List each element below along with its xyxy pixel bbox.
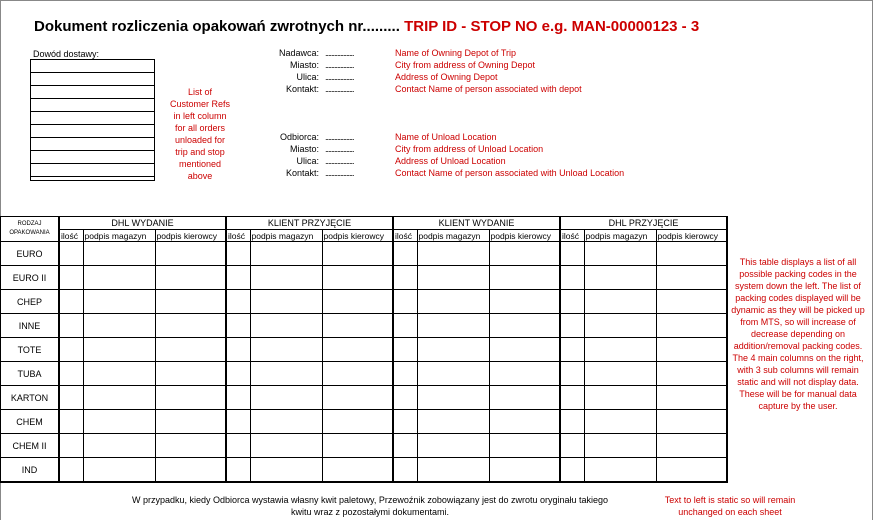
entry-cell[interactable] [584,290,656,314]
entry-cell[interactable] [155,266,226,290]
packaging-code: CHEM II [1,434,60,458]
entry-cell[interactable] [393,434,417,458]
entry-cell[interactable] [417,338,489,362]
entry-cell[interactable] [83,434,155,458]
entry-cell[interactable] [250,338,322,362]
static-note-line-2: unchanged on each sheet [678,507,782,517]
sub-header: podpis kierowcy [155,230,226,242]
proof-row[interactable] [31,151,154,164]
footer-line-1: W przypadku, kiedy Odbiorca wystawia własny kwit paletowy, Przewoźnik zobowiązany jest do zwrotu oryginału takiego [131,495,609,505]
entry-cell[interactable] [226,242,250,266]
proof-row[interactable] [31,112,154,125]
entry-cell[interactable] [322,314,393,338]
packaging-code: INNE [1,314,60,338]
entry-cell[interactable] [83,362,155,386]
entry-cell[interactable] [226,434,250,458]
entry-cell[interactable] [226,458,250,483]
entry-cell[interactable] [489,458,560,483]
entry-cell[interactable] [393,410,417,434]
entry-cell[interactable] [656,242,727,266]
customer-refs-note-line: for all orders [174,123,226,133]
entry-cell[interactable] [656,266,727,290]
footer-line-2: kwitu wraz z pozostałymi dokumentami. [290,507,450,517]
table-row [1,410,728,434]
receiver-label: Miasto: [289,144,319,154]
entry-cell[interactable] [417,290,489,314]
sub-header: podpis kierowcy [322,230,393,242]
entry-cell[interactable] [489,314,560,338]
entry-cell[interactable] [250,290,322,314]
sender-value: Address of Owning Depot [395,72,498,82]
receiver-dotted-line [325,168,385,178]
group-header: KLIENT PRZYJĘCIE [226,217,393,230]
entry-cell[interactable] [226,314,250,338]
entry-cell[interactable] [59,314,83,338]
entry-cell[interactable] [489,434,560,458]
entry-cell[interactable] [489,290,560,314]
entry-cell[interactable] [83,266,155,290]
entry-cell[interactable] [250,410,322,434]
entry-cell[interactable] [417,362,489,386]
entry-cell[interactable] [489,338,560,362]
table-row [1,290,728,314]
proof-row[interactable] [31,138,154,151]
proof-of-delivery-box [30,59,155,181]
sender-dotted-line [325,48,385,58]
sender-value: Name of Owning Depot of Trip [395,48,517,58]
entry-cell[interactable] [393,266,417,290]
entry-cell[interactable] [560,410,584,434]
title-prefix: Dokument rozliczenia opakowań zwrotnych nr......... [34,18,400,35]
entry-cell[interactable] [560,386,584,410]
table-row [1,266,728,290]
static-text-note [660,494,800,518]
entry-cell[interactable] [584,434,656,458]
proof-row[interactable] [31,99,154,112]
sub-header: ilość [59,230,83,242]
entry-cell[interactable] [560,290,584,314]
entry-cell[interactable] [417,314,489,338]
receiver-dotted-line [325,144,385,154]
customer-refs-note-line: in left column [173,111,227,121]
receiver-label: Ulica: [296,156,319,166]
entry-cell[interactable] [226,362,250,386]
entry-cell[interactable] [59,410,83,434]
entry-cell[interactable] [656,410,727,434]
sub-header: podpis magazyn [83,230,155,242]
receiver-dotted-line [325,156,385,166]
entry-cell[interactable] [656,338,727,362]
sub-header: podpis magazyn [250,230,322,242]
corner-line-1: RODZAJ [17,221,42,227]
entry-cell[interactable] [489,266,560,290]
table-row [1,314,728,338]
entry-cell[interactable] [322,266,393,290]
packaging-code: IND [1,458,60,483]
table-row [1,362,728,386]
sender-label: Nadawca: [278,48,319,58]
document-title [34,18,699,35]
packaging-code: CHEP [1,290,60,314]
entry-cell[interactable] [322,338,393,362]
entry-cell[interactable] [417,458,489,483]
proof-row[interactable] [31,60,154,73]
footer-text [80,494,660,518]
entry-cell[interactable] [656,362,727,386]
entry-cell[interactable] [155,410,226,434]
sender-label: Ulica: [296,72,319,82]
receiver-value: Contact Name of person associated with Unload Location [395,168,625,178]
sender-dotted-line [325,84,385,94]
proof-row[interactable] [31,164,154,177]
packaging-type-header [1,217,60,242]
entry-cell[interactable] [59,386,83,410]
entry-cell[interactable] [155,386,226,410]
proof-row[interactable] [31,177,154,189]
entry-cell[interactable] [417,410,489,434]
entry-cell[interactable] [322,386,393,410]
entry-cell[interactable] [393,458,417,483]
entry-cell[interactable] [656,458,727,483]
entry-cell[interactable] [489,410,560,434]
sender-value: Contact Name of person associated with depot [395,84,582,94]
entry-cell[interactable] [322,362,393,386]
sub-header: podpis magazyn [584,230,656,242]
entry-cell[interactable] [560,362,584,386]
entry-cell[interactable] [560,266,584,290]
receiver-dotted-line [325,132,385,142]
sender-dotted-line [325,60,385,70]
sub-header: podpis magazyn [417,230,489,242]
entry-cell[interactable] [656,434,727,458]
entry-cell[interactable] [393,338,417,362]
entry-cell[interactable] [250,434,322,458]
receiver-value: City from address of Unload Location [395,144,544,154]
entry-cell[interactable] [59,290,83,314]
entry-cell[interactable] [584,338,656,362]
entry-cell[interactable] [656,314,727,338]
entry-cell[interactable] [83,458,155,483]
entry-cell[interactable] [250,266,322,290]
receiver-value: Name of Unload Location [395,132,497,142]
trip-stop-id: TRIP ID - STOP NO e.g. MAN-00000123 - 3 [404,18,700,35]
entry-cell[interactable] [155,338,226,362]
entry-cell[interactable] [155,290,226,314]
sub-header: ilość [393,230,417,242]
entry-cell[interactable] [155,314,226,338]
entry-cell[interactable] [560,434,584,458]
entry-cell[interactable] [83,338,155,362]
entry-cell[interactable] [155,458,226,483]
entry-cell[interactable] [584,362,656,386]
entry-cell[interactable] [417,434,489,458]
table-row [1,386,728,410]
proof-row[interactable] [31,86,154,99]
entry-cell[interactable] [322,290,393,314]
group-header: DHL PRZYJĘCIE [560,217,727,230]
entry-cell[interactable] [322,458,393,483]
entry-cell[interactable] [393,314,417,338]
entry-cell[interactable] [584,458,656,483]
entry-cell[interactable] [83,242,155,266]
entry-cell[interactable] [59,266,83,290]
entry-cell[interactable] [155,242,226,266]
entry-cell[interactable] [584,386,656,410]
entry-cell[interactable] [584,410,656,434]
static-note-line-1: Text to left is static so will remain [664,495,796,505]
corner-line-2: OPAKOWANIA [9,230,50,236]
entry-cell[interactable] [584,266,656,290]
entry-cell[interactable] [59,434,83,458]
sub-header: podpis kierowcy [656,230,727,242]
customer-refs-note-line: trip and stop [175,147,225,157]
table-row [1,458,728,483]
receiver-label: Odbiorca: [279,132,319,142]
sub-header: ilość [226,230,250,242]
packaging-code: EURO [1,242,60,266]
sender-dotted-line [325,72,385,82]
entry-cell[interactable] [59,362,83,386]
packaging-code: EURO II [1,266,60,290]
entry-cell[interactable] [250,242,322,266]
customer-refs-note-line: Customer Refs [169,99,231,109]
entry-cell[interactable] [656,290,727,314]
proof-row[interactable] [31,73,154,86]
entry-cell[interactable] [83,410,155,434]
customer-refs-note-line: List of [187,87,212,97]
proof-label: Dowód dostawy: [33,49,100,59]
sheet-top-border [0,0,873,1]
entry-cell[interactable] [250,458,322,483]
entry-cell[interactable] [560,338,584,362]
entry-cell[interactable] [155,434,226,458]
entry-cell[interactable] [155,362,226,386]
sender-value: City from address of Owning Depot [395,60,536,70]
table-description-note: This table displays a list of all possible packing codes in the system down the left. The list of packing codes displayed will be dynamic as they will be picked up from MTS, so will increase of decrease depending on addition/removal packing codes. The 4 main columns on the right, with 3 sub columns will remain static and will not display data. These will be for manual data capture by the user. [731,257,865,411]
entry-cell[interactable] [393,362,417,386]
entry-cell[interactable] [489,386,560,410]
entry-cell[interactable] [250,386,322,410]
customer-refs-note [150,86,250,182]
receiver-label: Kontakt: [285,168,319,178]
entry-cell[interactable] [226,386,250,410]
entry-cell[interactable] [250,362,322,386]
entry-cell[interactable] [560,458,584,483]
customer-refs-note-line: mentioned [178,159,222,169]
entry-cell[interactable] [417,386,489,410]
sub-header: podpis kierowcy [489,230,560,242]
sender-label: Miasto: [289,60,319,70]
proof-row[interactable] [31,125,154,138]
entry-cell[interactable] [59,458,83,483]
entry-cell[interactable] [584,242,656,266]
sender-label: Kontakt: [285,84,319,94]
packaging-code: TUBA [1,362,60,386]
entry-cell[interactable] [560,242,584,266]
customer-refs-note-line: unloaded for [174,135,226,145]
entry-cell[interactable] [250,314,322,338]
entry-cell[interactable] [584,314,656,338]
packaging-code: CHEM [1,410,60,434]
sub-header: ilość [560,230,584,242]
entry-cell[interactable] [560,314,584,338]
entry-cell[interactable] [417,242,489,266]
entry-cell[interactable] [489,362,560,386]
entry-cell[interactable] [83,386,155,410]
entry-cell[interactable] [393,290,417,314]
entry-cell[interactable] [59,242,83,266]
entry-cell[interactable] [393,386,417,410]
table-row [1,434,728,458]
group-header: DHL WYDANIE [59,217,226,230]
packaging-code: KARTON [1,386,60,410]
entry-cell[interactable] [226,266,250,290]
entry-cell[interactable] [226,290,250,314]
entry-cell[interactable] [226,338,250,362]
entry-cell[interactable] [322,434,393,458]
packaging-code: TOTE [1,338,60,362]
entry-cell[interactable] [393,242,417,266]
entry-cell[interactable] [322,410,393,434]
group-header: KLIENT WYDANIE [393,217,560,230]
entry-cell[interactable] [417,266,489,290]
entry-cell[interactable] [83,314,155,338]
entry-cell[interactable] [489,242,560,266]
packaging-table [0,216,728,483]
entry-cell[interactable] [83,290,155,314]
entry-cell[interactable] [59,338,83,362]
table-row [1,242,728,266]
customer-refs-note-line: above [187,171,213,181]
receiver-value: Address of Unload Location [395,156,506,166]
entry-cell[interactable] [226,410,250,434]
entry-cell[interactable] [322,242,393,266]
table-row [1,338,728,362]
entry-cell[interactable] [656,386,727,410]
